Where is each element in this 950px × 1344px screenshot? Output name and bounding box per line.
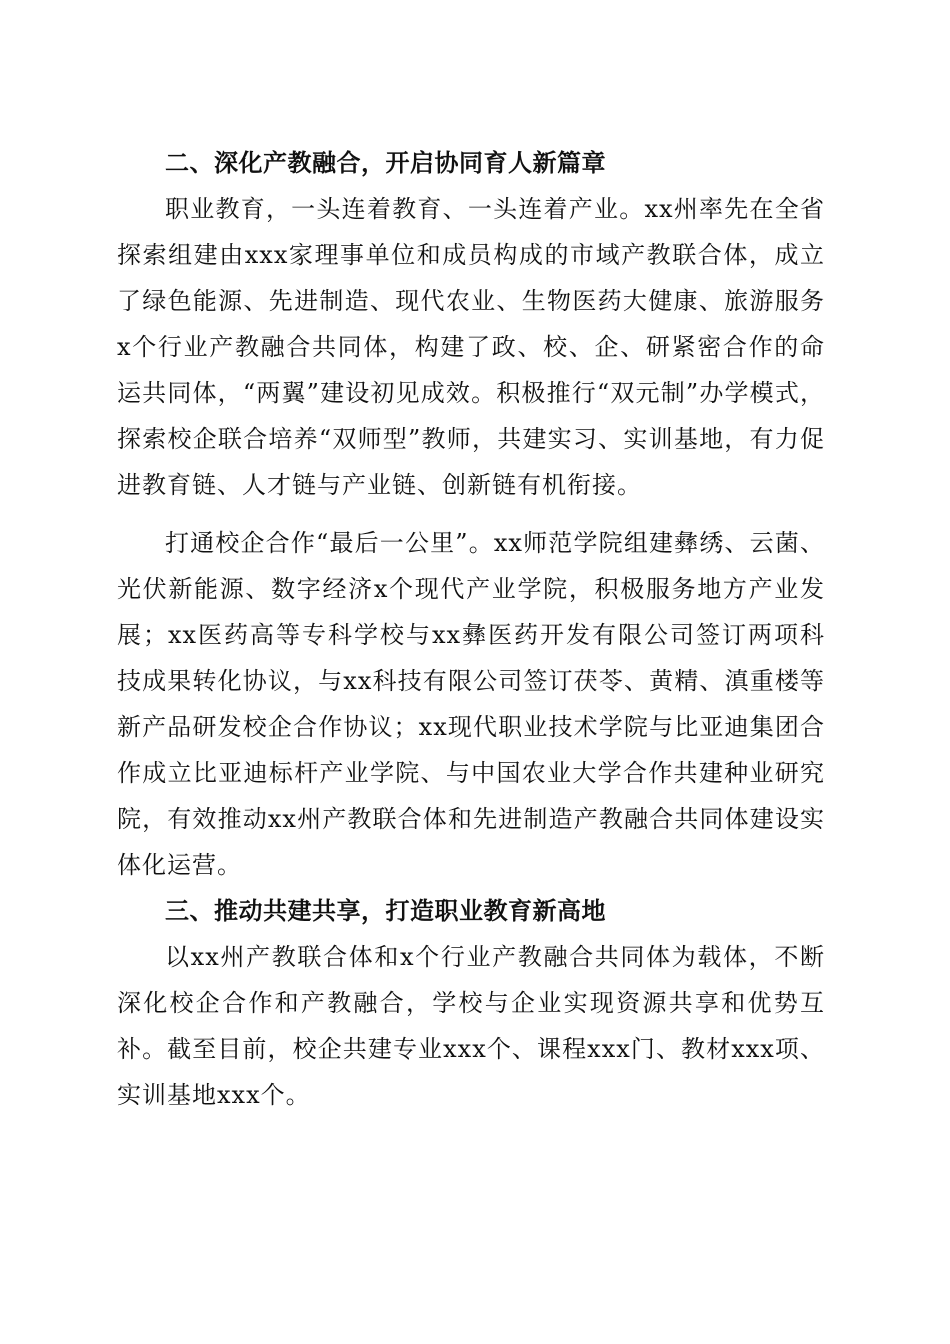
document-body [117,140,825,1118]
section-three-paragraph-1: 以xx州产教联合体和x个行业产教融合共同体为载体，不断深化校企合作和产教融合，学校与企业实现资源共享和优势互补。截至目前，校企共建专业xxx个、课程xxx门、教材xxx项、实训基地xxx个。 [117,943,825,1109]
section-three-heading: 三、推动共建共享，打造职业教育新高地 [165,897,606,925]
section-two-paragraph-1: 职业教育，一头连着教育、一头连着产业。xx州率先在全省探索组建由xxx家理事单位和成员构成的市域产教联合体，成立了绿色能源、先进制造、现代农业、生物医药大健康、旅游服务x个行业产教融合共同体，构建了政、校、企、研紧密合作的命运共同体，“两翼”建设初见成效。积极推行“双元制”办学模式，探索校企联合培养“双师型”教师，共建实习、实训基地，有力促进教育链、人才链与产业链、创新链有机衔接。 [117,195,825,499]
section-two-paragraph-2: 打通校企合作“最后一公里”。xx师范学院组建彝绣、云菌、光伏新能源、数字经济x个现代产业学院，积极服务地方产业发展；xx医药高等专科学校与xx彝医药开发有限公司签订两项科技成果转化协议，与xx科技有限公司签订茯苓、黄精、滇重楼等新产品研发校企合作协议；xx现代职业技术学院与比亚迪集团合作成立比亚迪标杆产业学院、与中国农业大学合作共建种业研究院，有效推动xx州产教联合体和先进制造产教融合共同体建设实体化运营。 [117,529,825,879]
section-two-heading: 二、深化产教融合，开启协同育人新篇章 [165,149,606,177]
